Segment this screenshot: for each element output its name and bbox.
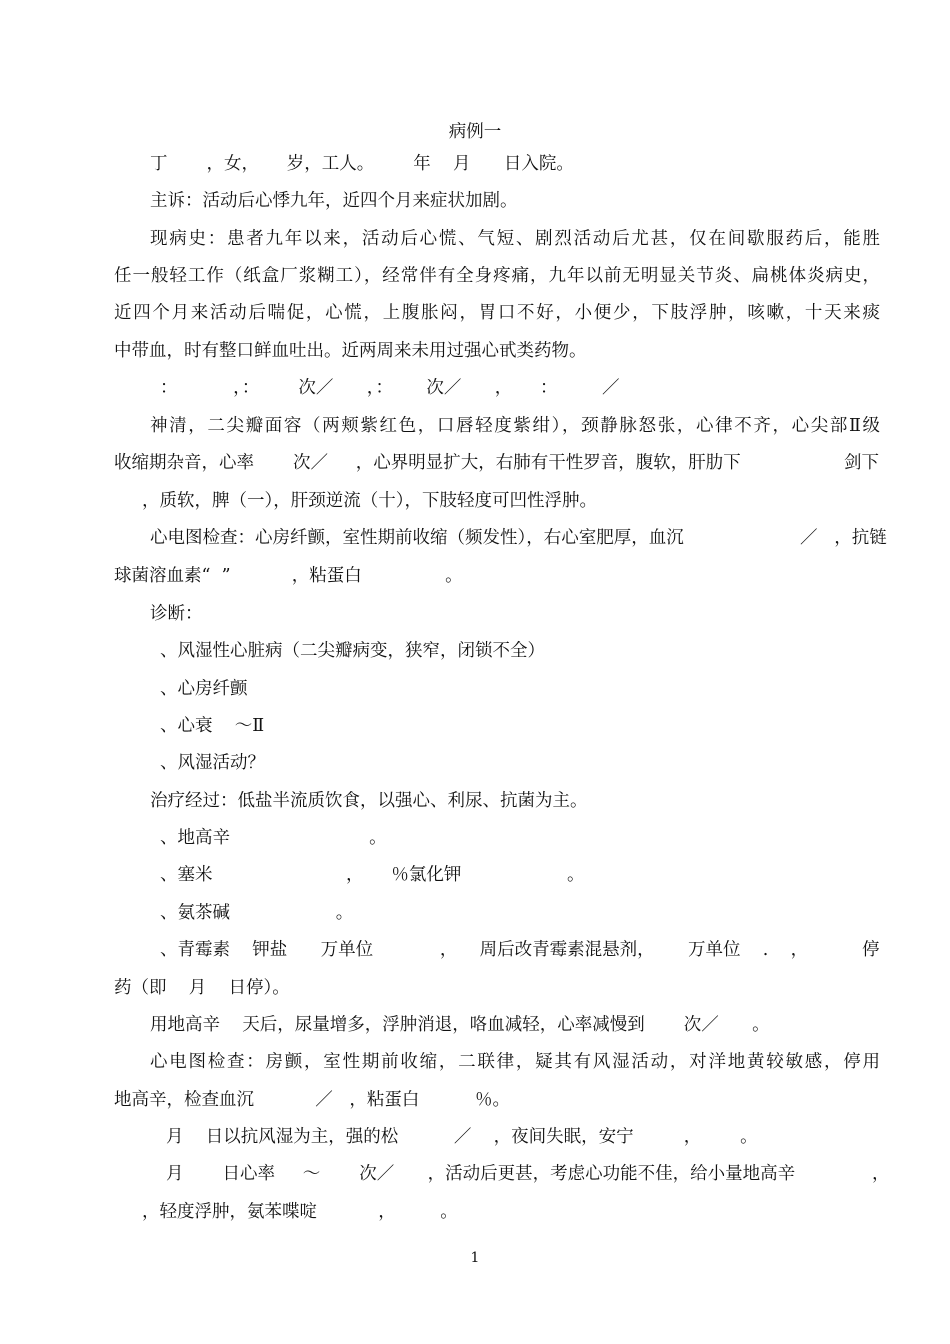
page-number: 1 bbox=[470, 1250, 480, 1266]
exam-line-1: 神清，二尖瓣面容（两颊紫红色，口唇轻度紫绀），颈静脉怒张，心律不齐，心尖部Ⅱ级 bbox=[150, 416, 880, 436]
treatment-item-3: 、氨茶碱 。 bbox=[160, 903, 354, 923]
treatment-item-4-cont: 药（即 月 日停）。 bbox=[114, 978, 290, 998]
progress-line-5: 月 日心率 ～ 次／ ，活动后更甚，考虑心功能不佳，给小量地高辛 bbox=[166, 1164, 796, 1184]
diagnosis-item-3: 、心衰 ～Ⅱ bbox=[160, 716, 265, 736]
ecg-line-1-end: ／ ，抗链 bbox=[800, 528, 887, 548]
progress-line-3: 地高辛，检查血沉 ／ ，粘蛋白 ％。 bbox=[114, 1090, 511, 1110]
history-line-1: 现病史：患者九年以来，活动后心慌、气短、剧烈活动后尤甚，仅在间歇服药后，能胜 bbox=[150, 229, 880, 249]
treatment-item-4-end: 停 bbox=[862, 940, 880, 960]
ecg-line-2: 球菌溶血素“ ” ，粘蛋白 。 bbox=[114, 566, 463, 586]
history-line-4: 中带血，时有整口鲜血吐出。近两周来未用过强心甙类药物。 bbox=[114, 341, 587, 361]
ecg-line-1: 心电图检查：心房纤颤，室性期前收缩（频发性），右心室肥厚，血沉 bbox=[150, 528, 684, 548]
diagnosis-item-4: 、风湿活动？ bbox=[160, 753, 265, 773]
exam-line-2-end: 剑下 bbox=[844, 453, 879, 473]
progress-line-2: 心电图检查：房颤，室性期前收缩，二联律，疑其有风湿活动，对洋地黄较敏感，停用 bbox=[150, 1052, 880, 1072]
progress-line-4: 月 日以抗风湿为主，强的松 ／ ，夜间失眠，安宁 ， 。 bbox=[166, 1127, 758, 1147]
treatment-heading: 治疗经过：低盐半流质饮食，以强心、利尿、抗菌为主。 bbox=[150, 791, 588, 811]
chief-complaint: 主诉：活动后心悸九年，近四个月来症状加剧。 bbox=[150, 191, 518, 211]
diagnosis-item-1: 、风湿性心脏病（二尖瓣病变，狭窄，闭锁不全） bbox=[160, 641, 545, 661]
treatment-item-1: 、地高辛 。 bbox=[160, 828, 387, 848]
vitals-line: ： ，： 次／ ，： 次／ ， ： ／ bbox=[160, 378, 620, 398]
exam-line-3: ，质软，脾（一），肝颈逆流（十），下肢轻度可凹性浮肿。 bbox=[142, 491, 597, 511]
history-line-3: 近四个月来活动后喘促，心慌，上腹胀闷，胃口不好，小便少，下肢浮肿，咳嗽，十天来痰 bbox=[114, 303, 880, 323]
exam-line-2: 收缩期杂音，心率 次／ ，心界明显扩大，右肺有干性罗音，腹软，肝肋下 bbox=[114, 453, 741, 473]
treatment-item-4: 、青霉素 钾盐 万单位 ， 周后改青霉素混悬剂， 万单位 . ， bbox=[160, 940, 809, 960]
patient-info-line: 丁 ，女， 岁，工人。 年 月 日入院。 bbox=[150, 154, 574, 174]
document-title: 病例一 bbox=[448, 122, 502, 142]
diagnosis-heading: 诊断： bbox=[150, 604, 203, 624]
progress-line-5-end: ， bbox=[872, 1164, 890, 1184]
treatment-item-2: 、塞米 ， ％氯化钾 。 bbox=[160, 865, 585, 885]
history-line-2: 任一般轻工作（纸盒厂浆糊工），经常伴有全身疼痛，九年以前无明显关节炎、扁桃体炎病史， bbox=[114, 266, 880, 286]
progress-line-6: ，轻度浮肿，氨苯喋啶 ， 。 bbox=[142, 1202, 458, 1222]
diagnosis-item-2: 、心房纤颤 bbox=[160, 679, 248, 699]
progress-line-1: 用地高辛 天后，尿量增多，浮肿消退，咯血减轻，心率减慢到 次／ 。 bbox=[150, 1015, 770, 1035]
